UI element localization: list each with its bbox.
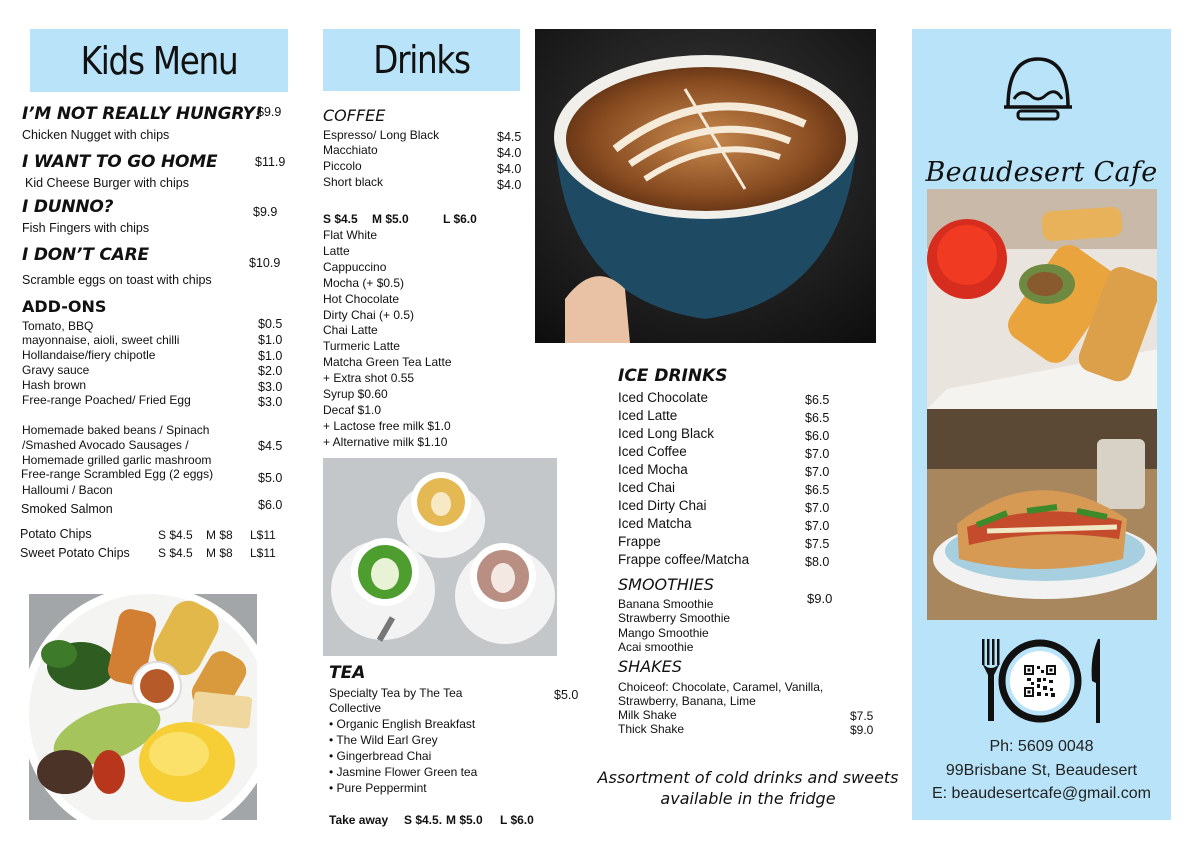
takeaway-medium: M $5.0 bbox=[446, 813, 483, 827]
kids-menu-title: Kids Menu bbox=[80, 38, 238, 83]
shakes-heading: SHAKES bbox=[618, 657, 682, 676]
milk-drink-item: + Lactose free milk $1.0 bbox=[323, 418, 451, 433]
addon-label: Tomato, BBQ bbox=[22, 319, 94, 333]
tea-item: • Pure Peppermint bbox=[329, 781, 427, 795]
takeaway-label: Take away bbox=[329, 813, 389, 827]
tea-price: $5.0 bbox=[554, 688, 579, 702]
ice-drink-price: $7.0 bbox=[805, 447, 830, 461]
cafe-logo-icon bbox=[1000, 55, 1076, 125]
addon-price: $2.0 bbox=[258, 364, 283, 378]
smoothie-item: Acai smoothie bbox=[618, 639, 694, 654]
milk-drink-item: Flat White bbox=[323, 228, 378, 242]
cafe-phone: Ph: 5609 0048 bbox=[989, 738, 1094, 755]
chips-label: Sweet Potato Chips bbox=[20, 546, 130, 560]
qr-code-icon[interactable] bbox=[1023, 664, 1057, 698]
ice-drink-label: Iced Long Black bbox=[618, 426, 715, 441]
shake-price: $9.0 bbox=[850, 723, 874, 737]
coffee-label: Macchiato bbox=[323, 143, 378, 157]
milk-drink-item: + Extra shot 0.55 bbox=[323, 371, 415, 386]
shakes-choice-line: Strawberry, Banana, Lime bbox=[618, 694, 756, 708]
addon-price: $3.0 bbox=[258, 380, 283, 394]
tea-intro-line: Collective bbox=[329, 701, 382, 715]
kids-item-desc: Fish Fingers with chips bbox=[22, 221, 150, 235]
kids-item-desc: Chicken Nugget with chips bbox=[22, 128, 170, 142]
kids-item-desc: Scramble eggs on toast with chips bbox=[22, 273, 212, 287]
fridge-note-line: Assortment of cold drinks and sweets bbox=[597, 768, 899, 787]
drinks-title: Drinks bbox=[373, 38, 470, 82]
tea-item: • Organic English Breakfast bbox=[329, 717, 476, 731]
coffee-label: Piccolo bbox=[323, 159, 362, 173]
latte-cups-photo bbox=[323, 458, 557, 656]
milk-drink-item: Syrup $0.60 bbox=[323, 387, 388, 401]
milk-drink-item: Cappuccino bbox=[323, 259, 387, 274]
addon-label: Hollandaise/fiery chipotle bbox=[22, 348, 156, 362]
addon-extra-line: Halloumi / Bacon bbox=[22, 483, 113, 497]
cafe-name: Beaudesert Cafe bbox=[925, 157, 1158, 188]
ice-drinks-heading: ICE DRINKS bbox=[618, 366, 728, 386]
drinks-header bbox=[323, 29, 520, 91]
shake-price: $7.5 bbox=[850, 709, 874, 723]
shake-label: Milk Shake bbox=[618, 708, 677, 722]
ice-drink-label: Iced Chocolate bbox=[618, 390, 709, 405]
ice-drink-price: $6.5 bbox=[805, 393, 830, 407]
coffee-heading: COFFEE bbox=[323, 106, 386, 125]
size-medium: M $5.0 bbox=[372, 212, 409, 226]
kids-item-price: $9.9 bbox=[257, 105, 282, 119]
coffee-price: $4.0 bbox=[497, 162, 522, 176]
addon-extra-line: /Smashed Avocado Sausages / bbox=[22, 438, 189, 452]
kids-menu-header bbox=[30, 29, 288, 92]
size-small: S $4.5 bbox=[323, 212, 358, 226]
milk-drink-item: + Alternative milk $1.10 bbox=[323, 434, 448, 449]
ice-drink-price: $6.5 bbox=[805, 411, 830, 425]
ice-drink-label: Iced Chai bbox=[618, 480, 676, 495]
ice-drink-label: Iced Coffee bbox=[618, 444, 687, 459]
spring-rolls-photo bbox=[927, 189, 1157, 409]
kids-item-price: $11.9 bbox=[255, 155, 286, 169]
knife-icon bbox=[1088, 637, 1104, 725]
smoothie-item: Strawberry Smoothie bbox=[618, 611, 731, 626]
coffee-label: Espresso/ Long Black bbox=[323, 128, 440, 142]
addon-price: $0.5 bbox=[258, 317, 283, 331]
ice-drink-price: $7.0 bbox=[805, 519, 830, 533]
addon-extra-line: Homemade grilled garlic mashroom bbox=[22, 453, 212, 467]
cafe-email[interactable]: E: beaudesertcafe@gmail.com bbox=[931, 785, 1151, 802]
ice-drink-price: $8.0 bbox=[805, 555, 830, 569]
smoothie-item: Mango Smoothie bbox=[618, 625, 709, 640]
ice-drink-label: Iced Matcha bbox=[618, 516, 692, 531]
addon-label: Gravy sauce bbox=[22, 363, 90, 377]
chips-large: L$11 bbox=[250, 546, 276, 560]
tea-intro-line: Specialty Tea by The Tea bbox=[329, 686, 463, 700]
tea-item: • Gingerbread Chai bbox=[329, 749, 432, 763]
addon-label: Free-range Poached/ Fried Egg bbox=[22, 393, 191, 407]
milk-drink-item: Chai Latte bbox=[323, 323, 378, 338]
addon-extra-price: $5.0 bbox=[258, 471, 283, 485]
addon-extra-line: Free-range Scrambled Egg (2 eggs) bbox=[21, 467, 214, 481]
cappuccino-photo bbox=[535, 29, 876, 343]
smoothie-item: Banana Smoothie bbox=[618, 597, 714, 611]
ice-drink-label: Iced Latte bbox=[618, 408, 678, 423]
ice-drink-price: $7.5 bbox=[805, 537, 830, 551]
shakes-choice-line: Choiceof: Chocolate, Caramel, Vanilla, bbox=[618, 680, 824, 694]
ice-drink-price: $7.0 bbox=[805, 501, 830, 515]
addon-extra-price: $4.5 bbox=[258, 439, 283, 453]
addon-extra-price: $6.0 bbox=[258, 498, 283, 512]
kids-item-title: I WANT TO GO HOME bbox=[22, 152, 218, 172]
kids-item-desc: Kid Cheese Burger with chips bbox=[25, 176, 189, 190]
ice-drink-label: Frappe coffee/Matcha bbox=[618, 552, 750, 567]
coffee-label: Short black bbox=[323, 175, 384, 189]
kids-item-title: I’M NOT REALLY HUNGRY! bbox=[22, 104, 263, 124]
ice-drink-price: $6.0 bbox=[805, 429, 830, 443]
smoothies-heading: SMOOTHIES bbox=[618, 575, 714, 594]
kids-item-title: I DON’T CARE bbox=[22, 245, 149, 265]
takeaway-small: S $4.5. bbox=[404, 813, 443, 827]
chips-small: S $4.5 bbox=[158, 546, 193, 560]
kids-item-title: I DUNNO? bbox=[22, 197, 114, 217]
kids-item-price: $9.9 bbox=[253, 205, 278, 219]
chips-label: Potato Chips bbox=[20, 527, 92, 541]
shake-label: Thick Shake bbox=[618, 722, 685, 736]
chips-small: S $4.5 bbox=[158, 528, 193, 542]
fridge-note bbox=[590, 768, 906, 808]
fridge-note-line: available in the fridge bbox=[660, 789, 836, 808]
chips-large: L$11 bbox=[250, 528, 276, 542]
ice-drink-price: $6.5 bbox=[805, 483, 830, 497]
addon-extra-line: Smoked Salmon bbox=[21, 502, 113, 516]
ice-drink-price: $7.0 bbox=[805, 465, 830, 479]
breakfast-plate-photo bbox=[29, 594, 257, 820]
coffee-price: $4.5 bbox=[497, 130, 522, 144]
coffee-price: $4.0 bbox=[497, 178, 522, 192]
addon-price: $3.0 bbox=[258, 395, 283, 409]
ice-drink-label: Iced Dirty Chai bbox=[618, 498, 707, 513]
addon-label: mayonnaise, aioli, sweet chilli bbox=[22, 333, 180, 347]
banh-mi-photo bbox=[927, 409, 1157, 620]
cafe-address: 99Brisbane St, Beaudesert bbox=[945, 762, 1138, 779]
tea-heading: TEA bbox=[329, 663, 366, 683]
kids-item-price: $10.9 bbox=[249, 256, 281, 270]
size-large: L $6.0 bbox=[443, 212, 477, 226]
ice-drink-label: Frappe bbox=[618, 534, 661, 549]
milk-drink-item: Matcha Green Tea Latte bbox=[323, 355, 452, 370]
addon-price: $1.0 bbox=[258, 349, 283, 363]
addon-label: Hash brown bbox=[22, 378, 87, 392]
addon-price: $1.0 bbox=[258, 333, 283, 347]
milk-drink-item: Dirty Chai (+ 0.5) bbox=[323, 307, 415, 322]
addon-extra-line: Homemade baked beans / Spinach bbox=[22, 423, 210, 437]
ice-drink-label: Iced Mocha bbox=[618, 462, 688, 477]
tea-item: • Jasmine Flower Green tea bbox=[329, 765, 478, 779]
takeaway-large: L $6.0 bbox=[500, 813, 534, 827]
chips-medium: M $8 bbox=[206, 528, 233, 542]
cafe-sidebar bbox=[912, 29, 1171, 820]
milk-drink-item: Latte bbox=[323, 243, 350, 258]
coffee-price: $4.0 bbox=[497, 146, 522, 160]
milk-drink-item: Hot Chocolate bbox=[323, 291, 400, 306]
chips-medium: M $8 bbox=[206, 546, 233, 560]
tea-item: • The Wild Earl Grey bbox=[329, 733, 438, 747]
milk-drink-item: Decaf $1.0 bbox=[323, 402, 382, 417]
milk-drink-item: Turmeric Latte bbox=[323, 339, 400, 354]
addons-heading: ADD-ONS bbox=[22, 297, 107, 316]
smoothies-price: $9.0 bbox=[807, 591, 833, 606]
milk-drink-item: Mocha (+ $0.5) bbox=[323, 275, 405, 290]
